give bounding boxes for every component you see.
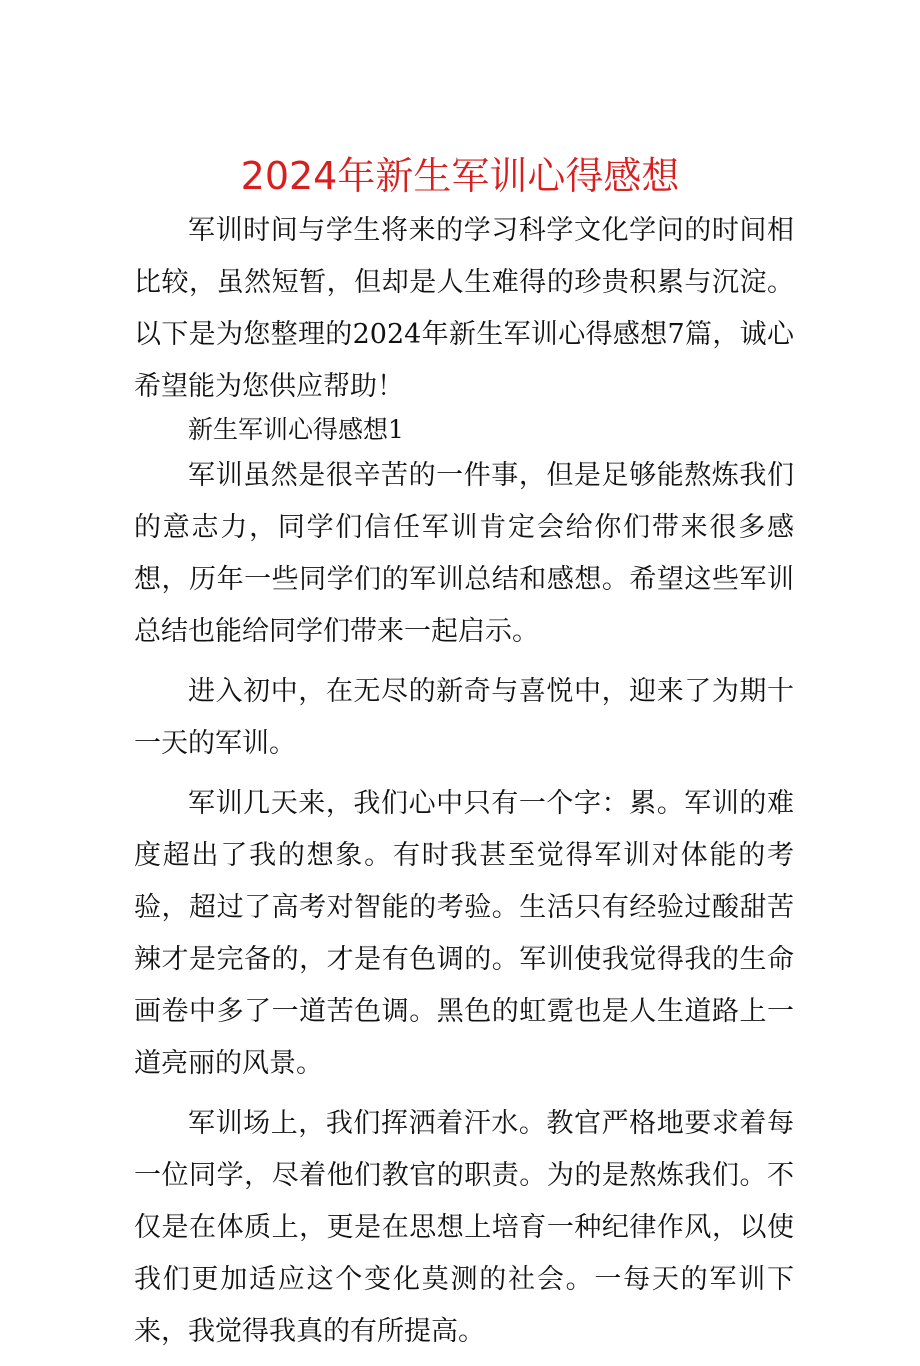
paragraph: 军训场上，我们挥洒着汗水。教官严格地要求着每一位同学，尽着他们教官的职责。为的是熬炼我们。不仅是在体质上，更是在思想上培育一种纪律作风，以使我们更加适应这个变化莫测的社会。一每天的军训下来，我觉得我真的有所提高。 xyxy=(134,1108,794,1347)
section-body xyxy=(134,450,794,1366)
paragraph: 军训虽然是很辛苦的一件事，但是足够能熬炼我们的意志力，同学们信任军训肯定会给你们带来很多感想，历年一些同学们的军训总结和感想。希望这些军训总结也能给同学们带来一起启示。 xyxy=(134,460,794,647)
intro-block xyxy=(134,205,794,413)
paragraph: 军训几天来，我们心中只有一个字：累。军训的难度超出了我的想象。有时我甚至觉得军训对体能的考验，超过了高考对智能的考验。生活只有经验过酸甜苦辣才是完备的，才是有色调的。军训使我觉得我的生命画卷中多了一道苦色调。黑色的虹霓也是人生道路上一道亮丽的风景。 xyxy=(134,788,794,1079)
section-heading: 新生军训心得感想1 xyxy=(188,415,404,444)
paragraph: 进入初中，在无尽的新奇与喜悦中，迎来了为期十一天的军训。 xyxy=(134,676,794,759)
intro-paragraph: 军训时间与学生将来的学习科学文化学问的时间相比较，虽然短暂，但却是人生难得的珍贵积累与沉淀。以下是为您整理的2024年新生军训心得感想7篇，诚心希望能为您供应帮助！ xyxy=(134,215,794,402)
document-title: 2024年新生军训心得感想 xyxy=(240,154,680,198)
